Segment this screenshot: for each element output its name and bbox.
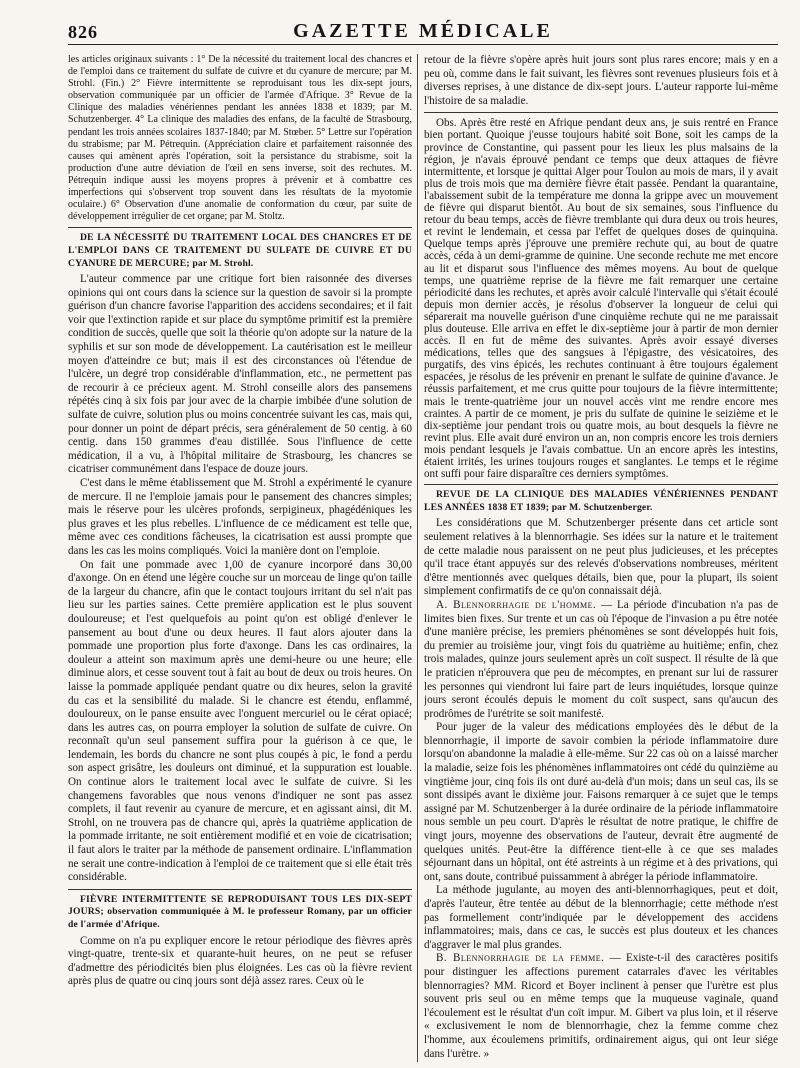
issue-summary: les articles originaux suivants : 1° De la nécessité du traitement local des chancres et de l'emploi dans ce traitement du sulfate de cuivre et du cyanure de mercure; par M. Strohl. (Fin.) 2° Fièvre intermittente se reproduisant tous les dix-sept jours, observation communiquée par un officier de l'armée d'Afrique. 3° Revue de la Clinique des maladies vénériennes pendant les années 1838 et 1839; par M. Schutzenberger. 4° La clinique des maladies des enfans, de la faculté de Strasbourg, pendant les trois années scolaires 1837-1840; par M. Stœber. 5° Lettre sur l'opération du strabisme; par M. Pétrequin. (Appréciation claire et parfaitement raisonnée des causes qui amènent après l'opération, soit la persistance du strabisme, soit la production d'une autre déviation de l'œil en sens inverse, soit des rechutes. M. Pétrequin indique aussi les moyens propres à prévenir et à combattre ces imperfections qui s'observent trop souvent dans les résultats de la myotomie oculaire.) 6° Observation d'une anomalie de conformation du cœur, par suite de développement irrégulier de cet organe; par M. Stoltz. [68,54,412,223]
subsection-lead: B. Blennorrhagie de la femme. [436,952,605,965]
column-rule [417,54,418,1062]
paragraph: B. Blennorrhagie de la femme. — Existe-t-il des caractères positifs pour distinguer les affections purement catarrales d'avec les véritables blennorragies? MM. Ricord et Boyer inclinent à penser que l'urètre est plus souvent pris seul ou en même temps que la muqueuse vaginale, quand l'écoulement est le résultat d'un coït impur. M. Gibert va plus loin, et il réserve « exclusivement le nom de blennorrhagie, chez la femme comme chez l'homme, aux écoulemens primitifs, ordinairement aigus, qui ont leur siége dans l'urètre. » [424,952,778,1060]
section-heading-fievre: FIÈVRE INTERMITTENTE SE REPRODUISANT TOUS LES DIX-SEPT JOURS; observation communiquée à M. le professeur Romany, par un officier de l'armée d'Afrique. [68,893,412,930]
section-heading-chancres: DE LA NÉCESSITÉ DU TRAITEMENT LOCAL DES CHANCRES ET DE L'EMPLOI DANS CE TRAITEMENT DU SULFATE DE CUIVRE ET DU CYANURE DE MERCURE; par M. Strohl. [68,232,412,269]
paragraph: Comme on n'a pu expliquer encore le retour périodique des fièvres après vingt-quatre, trente-six et quarante-huit heures, on ne peut se refuser d'admettre des périodicités bien plus éloignées. Les cas où la fièvre revient après plus de quatre ou cinq jours sont déjà assez rares. Ceux où le [68,934,412,988]
section-divider [424,112,778,113]
section-divider [68,227,412,228]
paragraph: Les considérations que M. Schutzenberger présente dans cet article sont seulement relatives à la blennorrhagie. Ses idées sur la nature et le traitement de cette maladie nous paraissent on ne peut plus judicieuses, et les préceptes qu'il trace étant appuyés sur des relevés d'observations nombreuses, méritent d'être mentionnés avec quelques détails, bien que, pour la plupart, ils soient simplement confirmatifs de ce qu'on connaissait déjà. [424,517,778,598]
section-heading-revue: REVUE DE LA CLINIQUE DES MALADIES VÉNÉRIENNES PENDANT LES ANNÉES 1838 ET 1839; par M. Schutzenberger. [424,489,778,513]
paragraph: L'auteur commence par une critique fort bien raisonnée des diverses opinions qui ont cours dans la science sur la question de savoir si la prompte guérison d'un chancre favorise l'apparition des accidens secondaires; et il fait voir que l'extinction rapide et sur place du symptôme primitif est la première condition de succès, quelle que soit la théorie qu'on adopte sur la nature de la syphilis et sur son mode de développement. La cautérisation est le meilleur moyen d'atteindre ce but; mais il est des circonstances où l'étendue de l'ulcère, un degré trop considérable d'inflammation, etc., ne permettent pas de recourir à ce précieux agent. M. Strohl conseille alors des pansemens répétés cinq à six fois par jour avec de la charpie imbibée d'une solution de sulfate de cuivre, solution plus ou moins concentrée suivant les cas, mais qui, pour donner un point de départ précis, sera généralement de 50 centig. à 60 centig. dans 150 grammes d'eau distillée. Sous l'influence de cette médication, il a vu, à l'hôpital militaire de Strasbourg, les chancres se cicatriser communément dans l'espace de douze jours. [68,273,412,476]
section-divider [68,889,412,890]
left-column [68,54,412,1062]
paragraph: Pour juger de la valeur des médications employées dès le début de la blennorrhagie, il importe de savoir combien la période inflammatoire dure lorsqu'on abandonne la maladie à elle-même. Sur 22 cas où on a laissé marcher la maladie, seize fois les phénomènes inflammatoires ont cédé du quinzième au vingtième jour, cinq fois ils ont duré au-delà d'un mois; dans un seul cas, ils se sont dissipés avant le dixième jour. Faisons remarquer à ce sujet que le temps assigné par M. Schutzenberger à la durée ordinaire de la période inflammatoire nous semble un peu court. D'après le résultat de notre pratique, le chiffre de vingt jours, moyenne des observations de l'auteur, devrait être augmenté de quelques unités. Peut-être la différence tient-elle à ce que ses malades séjournant dans un hôpital, ont été astreints à un régime et à des privations, qui ont, sans doute, contribué puissamment à abréger la période inflammatoire. [424,721,778,883]
subsection-lead: A. Blennorrhagie de l'homme. [436,598,597,611]
page-header [68,22,778,45]
paragraph: On fait une pommade avec 1,00 de cyanure incorporé dans 30,00 d'axonge. On en étend une légère couche sur un morceau de linge qu'on taille de la largeur du chancre, afin que le contact toujours irritant du sel n'ait pas lieu sur les parties saines. Cette première application est le plus souvent douloureuse; et l'est quelquefois au point qu'on est obligé d'enlever le pansement au bout d'une ou deux heures. Il faut alors ajouter dans la pommade une proportion plus forte d'axonge. Dans les cas ordinaires, la douleur a atteint son maximum après une demi-heure ou une heure; elle diminue alors, et cesse souvent tout à fait au bout de deux ou trois heures. On laisse la pommade appliquée pendant quatre ou dix heures, selon la gravité du cas et la sensibilité du malade. Si le chancre est étendu, enflammé, douloureux, on le panse ensuite avec l'onguent mercuriel ou le cérat opiacé; dans les autres cas, on pourra employer la solution de sulfate de cuivre. On reconnaît qu'un seul pansement suffira pour la guérison à ce que, le lendemain, les bords du chancre ne sont plus coupés à pic, le fond a perdu son aspect grisâtre, les douleurs ont diminué, et la suppuration est louable. On continue alors le traitement local avec le sulfate de cuivre. Si les changemens favorables que nous venons d'indiquer ne sont pas assez complets, il faut revenir au cyanure de mercure, et en agissant ainsi, dit M. Strohl, on ne trouvera pas de chancre qui, après la quatrième application de la pommade irritante, ne soit entièrement modifié et en voie de cicatrisation; il faut alors le traiter par la méthode de pansement ordinaire. L'inflammation ne serait une contre-indication à l'emploi de ce traitement que si elle était très considérable. [68,558,412,884]
right-column [424,54,778,1062]
paragraph: C'est dans le même établissement que M. Strohl a expérimenté le cyanure de mercure. Il ne l'emploie jamais pour le pansement des chancres simples; mais le réserve pour les ulcères profonds, serpigineux, phagédéniques les plus graves et les plus rebelles. L'influence de ce médicament est telle que, même avec ces conditions fâcheuses, la cicatrisation est aussi prompte que dans les cas les moins compliqués. Voici la manière dont on l'emploie. [68,477,412,557]
journal-title: GAZETTE MÉDICALE [293,20,553,42]
observation-text: Obs. Après être resté en Afrique pendant deux ans, je suis rentré en France bien portant. Quoique j'eusse toujours habité soit Bone, soit les camps de la province de Constantine, qui passent pour les lieux les plus malsains de la région, je n'avais éprouvé pendant ce temps que deux attaques de fièvre intermittente, et lorsque je quittai Alger pour Toulon au mois de mars, il y avait plus de trois mois que ma dernière fièvre était passée. Pendant la quarantaine, l'abaissement subit de la température me donna la grippe avec un mouvement de fièvre qui disparut bientôt. Au bout de six semaines, sous l'influence du retour du beau temps, accès de fièvre tremblante qui dura deux ou trois heures, et revint le lendemain, et cessa par l'effet de quelques doses de quinquina. Quelque temps après j'éprouve une première rechute qui, au bout de quatre accès, céda à un demi-gramme de quinine. Une seconde rechute me met encore au lit et disparut sous l'influence des mêmes moyens. Au bout de quelque temps, une quatrième reprise de la fièvre me fait remarquer une certaine périodicité dans les rechutes, et après avoir calculé l'intervalle qui s'était écoulé depuis mon dernier accès, je résolus d'observer la longueur de celui qui séparerait ma nouvelle guérison d'une cinquième rechute qui ne me paraissait plus douteuse. Elle arriva en effet le dix-septième jour à partir de mon dernier accès. Il en fut de même des suivantes. Après avoir essayé diverses médications, telles que des sangsues à l'épigastre, des vésicatoires, des purgatifs, des vins épicés, les rechutes continuant à être toujours également espacées, je résolus de les prévenir en prenant le sulfate de quinine d'avance. Je réussis parfaitement, et me crus quitte pour toujours de la fièvre intermittente; mais le trente-quatrième jour un nouvel accès vint me rendre encore mes craintes. A partir de ce moment, je pris du sulfate de quinine le seizième et le dix-septième jour pendant trois ou quatre mois, au bout desquels la fièvre ne revint plus. Elle avait duré environ un an, non compris encore les trois derniers mois pendant lesquels je l'avais combattue. Un an encore après les intestins, étaient irrités, les urines toujours rouges et sanglantes. Le temps et le régime ont suffi pour faire disparaître ces derniers symptômes. [424,117,778,481]
page-number: 826 [68,22,98,42]
paragraph: retour de la fièvre s'opère après huit jours sont plus rares encore; mais y en a peu où, comme dans le fait suivant, les fièvres sont revenues plusieurs fois et à diverses reprises, à une distance de dix-sept jours. L'auteur rapporte lui-même l'histoire de sa maladie. [424,54,778,107]
newspaper-page [68,22,778,1062]
paragraph: A. Blennorrhagie de l'homme. — La période d'incubation n'a pas de limites bien fixes. Sur trente et un cas où l'époque de l'invasion a pu être notée d'une manière précise, les premiers phénomènes se sont développés huit fois, du premier au troisième jour, vingt fois du quatrième au huitième; enfin, chez trois malades, quinze jours seulement après un coït suspect. Il résulte de là que le praticien n'éprouvera que peu de mécomptes, en prenant sur lui de rassurer les personnes qui viendront lui faire part de leurs inquiétudes, lorsque quinze jours seront écoulés depuis le moment du coït suspect, sans qu'aucun des prodrômes de l'urétrite se soit manifesté. [424,598,778,720]
article-columns [68,54,778,1062]
paragraph: La méthode jugulante, au moyen des anti-blennorrhagiques, peut et doit, d'après l'auteur, être tentée au début de la blennorrhagie; cette méthode n'est pas formellement contr'indiquée par le développement des accidens inflammatoires; mais, dans ce cas, le succès est plus douteux et les chances d'aggraver le mal plus grandes. [424,884,778,951]
section-divider [424,484,778,485]
